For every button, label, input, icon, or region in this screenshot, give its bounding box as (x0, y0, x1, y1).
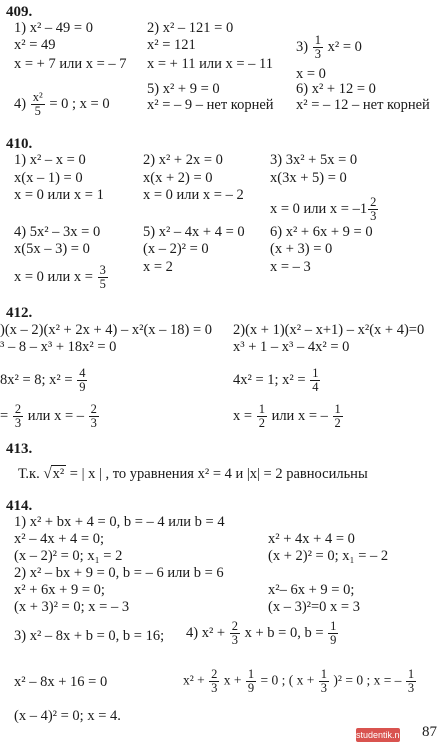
p414-line8-left: x² – 8x + 16 = 0 (14, 674, 108, 690)
p414-line4: 2) x² – bx + 9 = 0, b = – 6 или b = 6 (14, 565, 224, 581)
p409-2-line1: 2) x² – 121 = 0 (147, 20, 234, 36)
p410-3-line2: x(3x + 5) = 0 (270, 170, 347, 186)
p412-2-line4: x = $\frac{1}{2}$ или x = – $\frac{1}{2}$ (233, 402, 341, 430)
p410-5-line1: 5) x² – 4x + 4 = 0 (143, 224, 245, 240)
p414-line7-right: 4) x² + $\frac{2}{3}$ x + b = 0, b = $\frac{1}{9}$ (186, 619, 337, 647)
p412-1-line3: 8x² = 8; x² = $\frac{4}{9}$ (0, 366, 86, 394)
p412-2-line1: 2)(x + 1)(x² – x+1) – x²(x + 4)=0 (233, 322, 425, 338)
p409-4-line1: 4) $\frac{\text{x²}}{5}$ = 0 ; x = 0 (14, 90, 110, 118)
p414-line2-left: x² – 4x + 4 = 0; (14, 531, 104, 547)
p414-line7-left: 3) x² – 8x + b = 0, b = 16; (14, 628, 165, 644)
p414-line5-right: x²– 6x + 9 = 0; (268, 582, 355, 598)
p414-line3-left: (x – 2)² = 0; x₁ = 2 (14, 548, 123, 564)
page-number: 87 (422, 724, 437, 740)
p413-statement: Т.к. √x² = | x | , то уравнения x² = 4 и |x| = 2 равносильны (18, 466, 368, 482)
p409-1-line3: x = + 7 или x = – 7 (14, 56, 127, 72)
p410-2-line2: x(x + 2) = 0 (143, 170, 213, 186)
problem-412-heading: 412. (6, 305, 33, 321)
p410-1-line2: x(x – 1) = 0 (14, 170, 83, 186)
p410-1-line3: x = 0 или x = 1 (14, 187, 104, 203)
p410-4-line3: x = 0 или x = $\frac{3}{5}$ (14, 263, 106, 291)
p414-line2-right: x² + 4x + 4 = 0 (268, 531, 355, 547)
p409-1-line1: 1) x² – 49 = 0 (14, 20, 93, 36)
problem-410-heading: 410. (6, 136, 33, 152)
p410-2-line1: 2) x² + 2x = 0 (143, 152, 223, 168)
p409-2-line2: x² = 121 (147, 37, 196, 53)
p410-1-line1: 1) x² – x = 0 (14, 152, 86, 168)
p414-line6-right: (x – 3)²=0 x = 3 (268, 599, 360, 615)
p414-line9: (x – 4)² = 0; x = 4. (14, 708, 121, 724)
p410-3-line1: 3) 3x² + 5x = 0 (270, 152, 358, 168)
p409-3-line1: 3) $\frac{1}{3}$ x² = 0 (296, 33, 362, 61)
p409-5-line1: 5) x² + 9 = 0 (147, 81, 220, 97)
p410-6-line2: (x + 3) = 0 (270, 241, 333, 257)
p410-5-line3: x = 2 (143, 259, 173, 275)
p410-4-line2: x(5x – 3) = 0 (14, 241, 90, 257)
p412-2-line3: 4x² = 1; x² = $\frac{1}{4}$ (233, 366, 319, 394)
problem-414-heading: 414. (6, 498, 33, 514)
p412-1-line1: )(x – 2)(x² + 2x + 4) – x²(x – 18) = 0 (0, 322, 213, 338)
p409-6-line2: x² = – 12 – нет корней (296, 97, 430, 113)
p414-line1: 1) x² + bx + 4 = 0, b = – 4 или b = 4 (14, 514, 225, 530)
p410-5-line2: (x – 2)² = 0 (143, 241, 209, 257)
p414-line3-right: (x + 2)² = 0; x₁ = – 2 (268, 548, 389, 564)
p414-line5-left: x² + 6x + 9 = 0; (14, 582, 105, 598)
p412-2-line2: x³ + 1 – x³ – 4x² = 0 (233, 339, 350, 355)
watermark-logo: studentik.net (356, 730, 408, 740)
p409-5-line2: x² = – 9 – нет корней (147, 97, 274, 113)
p414-line6-left: (x + 3)² = 0; x = – 3 (14, 599, 130, 615)
p410-6-line1: 6) x² + 6x + 9 = 0 (270, 224, 373, 240)
p409-2-line3: x = + 11 или x = – 11 (147, 56, 273, 72)
p412-1-line4: = $\frac{2}{3}$ или x = – $\frac{2}{3}$ (0, 402, 97, 430)
p409-6-line1: 6) x² + 12 = 0 (296, 81, 376, 97)
p412-1-line2: ³ – 8 – x³ + 18x² = 0 (0, 339, 117, 355)
p410-2-line3: x = 0 или x = – 2 (143, 187, 244, 203)
p409-1-line2: x² = 49 (14, 37, 56, 53)
p409-3-line2: x = 0 (296, 66, 326, 82)
problem-409-heading: 409. (6, 4, 33, 20)
p410-4-line1: 4) 5x² – 3x = 0 (14, 224, 101, 240)
p410-6-line3: x = – 3 (270, 259, 311, 275)
p410-3-line3: x = 0 или x = –1 $\frac{2}{3}$ (270, 195, 377, 223)
p414-line8-right: x² + $\frac{2}{3}$ x + $\frac{1}{9}$ = 0 ; ( x + $\frac{1}{3}$ )² = 0 ; x = – $\frac{1}{3}$ (183, 667, 415, 695)
problem-413-heading: 413. (6, 441, 33, 457)
